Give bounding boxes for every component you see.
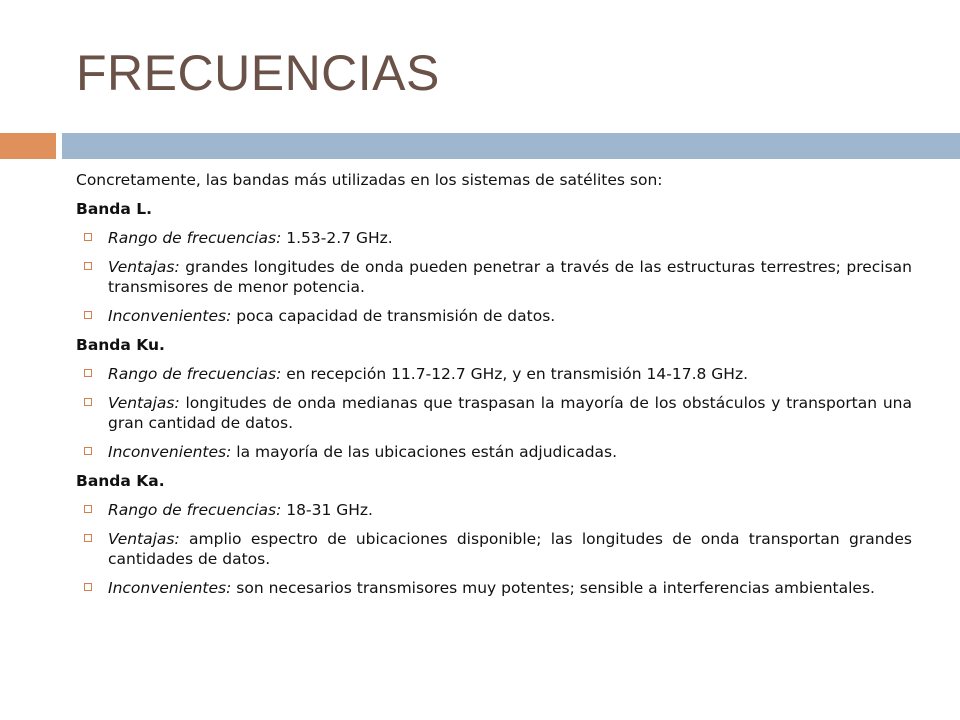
item-label: Ventajas: [108,258,180,276]
list-item [76,500,912,520]
item-label: Inconvenientes: [108,443,232,461]
square-bullet-icon [84,534,92,542]
item-text: son necesarios transmisores muy potentes; sensible a interferencias ambientales. [231,579,875,597]
item-text: la mayoría de las ubicaciones están adjudicadas. [231,443,618,461]
item-label: Rango de frecuencias: [108,365,282,383]
square-bullet-icon [84,583,92,591]
intro-text: Concretamente, las bandas más utilizadas en los sistemas de satélites son: [76,171,663,189]
square-bullet-icon [84,233,92,241]
square-bullet-icon [84,505,92,513]
item-label: Rango de frecuencias: [108,501,282,519]
square-bullet-icon [84,398,92,406]
item-label: Ventajas: [108,394,180,412]
item-text: en recepción 11.7-12.7 GHz, y en transmisión 14-17.8 GHz. [281,365,749,383]
list-item [76,578,912,598]
list-item [76,529,912,569]
section-heading-banda-ku: Banda Ku. [76,336,165,354]
item-text: grandes longitudes de onda pueden penetrar a través de las estructuras terrestres; precisan transmisores de menor potencia. [108,258,912,296]
item-text: 18-31 GHz. [281,501,373,519]
item-text: longitudes de onda medianas que traspasan la mayoría de los obstáculos y transportan una gran cantidad de datos. [108,394,912,432]
item-text: 1.53-2.7 GHz. [281,229,393,247]
square-bullet-icon [84,262,92,270]
list-item [76,306,912,326]
list-item [76,228,912,248]
list-item [76,442,912,462]
accent-bar-orange [0,133,56,159]
list-item [76,364,912,384]
slide-title: FRECUENCIAS [76,45,440,101]
section-heading-banda-ka: Banda Ka. [76,472,165,490]
item-label: Inconvenientes: [108,579,232,597]
item-label: Rango de frecuencias: [108,229,282,247]
accent-bar-blue [62,133,960,159]
square-bullet-icon [84,447,92,455]
square-bullet-icon [84,369,92,377]
item-text: poca capacidad de transmisión de datos. [231,307,556,325]
square-bullet-icon [84,311,92,319]
section-heading-banda-l: Banda L. [76,200,153,218]
list-item [76,393,912,433]
item-label: Inconvenientes: [108,307,232,325]
list-item [76,257,912,297]
slide-content [76,170,912,607]
item-text: amplio espectro de ubicaciones disponible; las longitudes de onda transportan grandes cantidades de datos. [108,530,912,568]
item-label: Ventajas: [108,530,180,548]
